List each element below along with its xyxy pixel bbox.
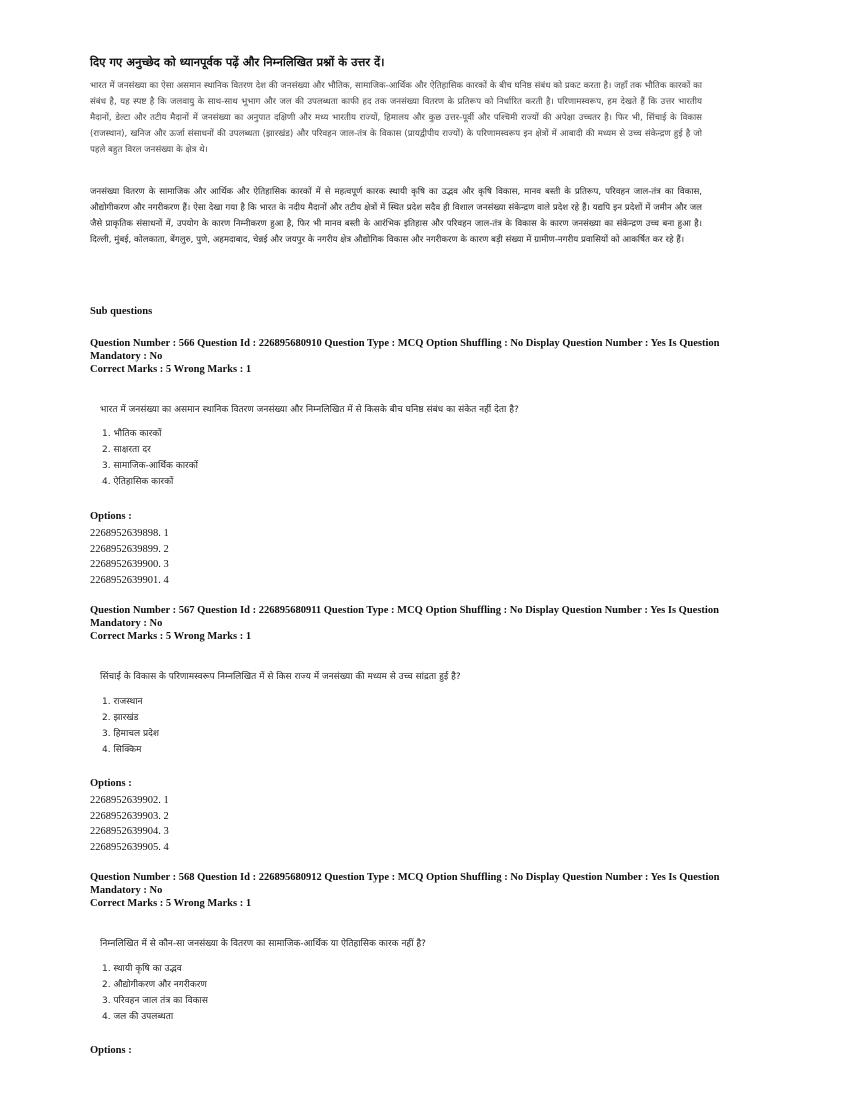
- option-item: 2268952639902. 1: [90, 795, 169, 806]
- option-item: 2268952639898. 1: [90, 528, 169, 539]
- question-566-choices: [102, 426, 198, 490]
- options-label: Options :: [90, 511, 132, 522]
- passage-paragraph-1: भारत में जनसंख्या का ऐसा असमान स्थानिक वितरण देश की जनसंख्या और भौतिक, सामाजिक-आर्थिक और ऐतिहासिक कारकों के बीच घनिष्ठ संबंध को प्रकट करता है। जहाँ तक भौतिक कारकों का संबंध है, यह स्पष्ट है कि जलवायु के साथ-साथ भूभाग और जल की उपलब्धता काफी हद तक जनसंख्या वितरण के प्रतिरूप को निर्धारित करती है। परिणामस्वरूप, हम देखते हैं कि उत्तर भारतीय मैदानों, डेल्टा और तटीय मैदानों में जनसंख्या का अनुपात दक्षिणी और मध्य भारतीय राज्यों, हिमालय और कुछ उत्तर-पूर्वी और पश्चिमी राज्यों की अपेक्षा उच्चतर है। फिर भी, सिंचाई के विकास (राजस्थान), खनिज और ऊर्जा संसाधनों की उपलब्धता (झारखंड) और परिवहन जाल-तंत्र के विकास (प्रायद्वीपीय राज्यों) के परिणामस्वरूप इन क्षेत्रों में आबादी की मध्यम से उच्च संकेन्द्रण हुई है जो पहले बहुत विरल जनसंख्या के क्षेत्र थे।: [90, 81, 702, 155]
- choice-item: 2. औद्योगीकरण और नगरीकरण: [102, 980, 207, 990]
- question-header: Question Number : 567 Question Id : 226895680911 Question Type : MCQ Option Shuffling : No Display Question Number : Yes Is Question Mandatory : No: [90, 605, 719, 629]
- choice-item: 3. परिवहन जाल तंत्र का विकास: [102, 996, 208, 1006]
- sub-questions-heading: Sub questions: [90, 306, 153, 317]
- option-item: 2268952639900. 3: [90, 559, 169, 570]
- question-567-options: [90, 793, 169, 855]
- choice-item: 1. भौतिक कारकों: [102, 429, 162, 439]
- question-566-text: भारत में जनसंख्या का असमान स्थानिक वितरण जनसंख्या और निम्नलिखित में से किसके बीच घनिष्ठ संबंध का संकेत नहीं देता है?: [100, 405, 519, 415]
- choice-item: 1. स्थायी कृषि का उद्भव: [102, 964, 182, 974]
- marks-line: Correct Marks : 5 Wrong Marks : 1: [90, 898, 252, 909]
- question-568-choices: [102, 961, 208, 1025]
- passage-paragraph-2: जनसंख्या वितरण के सामाजिक और आर्थिक और ऐतिहासिक कारकों में से महत्वपूर्ण कारक स्थायी कृषि का उद्भव और कृषि विकास, मानव बस्ती के प्रतिरूप, परिवहन जाल-तंत्र का विकास, औद्योगीकरण और नगरीकरण हैं। ऐसा देखा गया है कि भारत के नदीय मैदानों और तटीय क्षेत्रों में स्थित प्रदेश सदैव ही विशाल जनसंख्या संकेन्द्रण वाले प्रदेश रहे हैं। यद्यपि इन प्रदेशों में जमीन और जल जैसे प्राकृतिक संसाधनों में, उपयोग के कारण निम्नीकरण हुआ है, फिर भी मानव बस्ती के आरंभिक इतिहास और परिवहन जाल-तंत्र के विकास के कारण जनसंख्या का संकेन्द्रण उच्च बना हुआ है। दिल्ली, मुंबई, कोलकाता, बेंगलुरु, पुणे, अहमदाबाद, चेन्नई और जयपुर के नगरीय क्षेत्र औद्योगिक विकास और नगरीकरण के कारण बड़ी संख्या में ग्रामीण-नगरीय प्रवासियों को आकर्षित कर रहे हैं।: [90, 187, 702, 245]
- passage-instruction: दिए गए अनुच्छेद को ध्यानपूर्वक पढ़ें और निम्नलिखित प्रश्नों के उत्तर दें।: [90, 55, 385, 69]
- option-item: 2268952639904. 3: [90, 826, 169, 837]
- choice-item: 2. झारखंड: [102, 713, 139, 723]
- option-item: 2268952639901. 4: [90, 574, 169, 586]
- option-item: 2268952639905. 4: [90, 841, 169, 853]
- choice-item: 4. जल की उपलब्धता: [102, 1012, 174, 1022]
- question-header: Question Number : 566 Question Id : 226895680910 Question Type : MCQ Option Shuffling : No Display Question Number : Yes Is Question Mandatory : No: [90, 338, 720, 362]
- choice-item: 4. सिक्किम: [102, 745, 142, 755]
- option-item: 2268952639899. 2: [90, 543, 169, 555]
- choice-item: 4. ऐतिहासिक कारकों: [102, 477, 174, 487]
- marks-line: Correct Marks : 5 Wrong Marks : 1: [90, 364, 252, 375]
- question-567-text: सिंचाई के विकास के परिणामस्वरूप निम्नलिखित में से किस राज्य में जनसंख्या की मध्यम से उच्च सांद्रता हुई है?: [100, 672, 461, 682]
- question-568-text: निम्नलिखित में से कौन-सा जनसंख्या के वितरण का सामाजिक-आर्थिक या ऐतिहासिक कारक नहीं है?: [100, 939, 426, 949]
- options-label: Options :: [90, 778, 132, 789]
- option-item: 2268952639903. 2: [90, 810, 169, 822]
- choice-item: 1. राजस्थान: [102, 697, 143, 707]
- choice-item: 3. हिमाचल प्रदेश: [102, 729, 159, 739]
- question-568-meta: [90, 871, 740, 910]
- question-567-meta: [90, 604, 740, 643]
- choice-item: 2. साक्षरता दर: [102, 445, 151, 455]
- marks-line: Correct Marks : 5 Wrong Marks : 1: [90, 631, 252, 642]
- question-566-meta: [90, 337, 740, 376]
- question-566-options: [90, 526, 169, 588]
- options-label: Options :: [90, 1045, 132, 1056]
- question-567-choices: [102, 694, 159, 758]
- question-header: Question Number : 568 Question Id : 226895680912 Question Type : MCQ Option Shuffling : No Display Question Number : Yes Is Question Mandatory : No: [90, 872, 720, 896]
- choice-item: 3. सामाजिक-आर्थिक कारकों: [102, 461, 198, 471]
